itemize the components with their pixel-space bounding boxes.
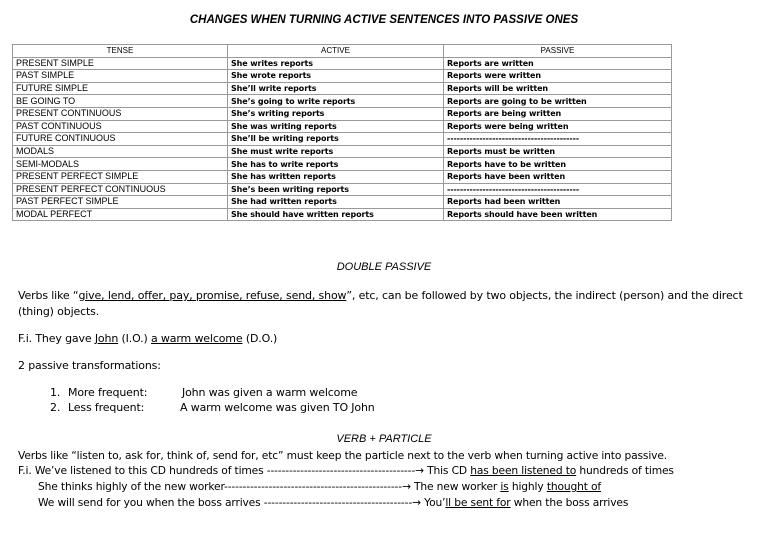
- particle-example-3: [38, 495, 628, 511]
- example-1-passive-post: hundreds of times: [576, 464, 674, 477]
- tense-cell: MODALS: [13, 145, 228, 158]
- example-3-passive-verb: ll be sent for: [445, 496, 511, 509]
- list-item-2-label: Less frequent:: [68, 401, 145, 414]
- tense-cell: FUTURE CONTINUOUS: [13, 133, 228, 146]
- passive-cell: -----------------------------------------: [444, 133, 672, 146]
- passive-cell: Reports were written: [444, 70, 672, 83]
- double-passive-example: [18, 331, 277, 347]
- tense-cell: PAST SIMPLE: [13, 70, 228, 83]
- passive-cell: -----------------------------------------: [444, 183, 672, 196]
- verbs-list: give, lend, offer, pay, promise, refuse, send, show: [78, 289, 347, 302]
- verbs-line-2: (thing) objects.: [18, 305, 100, 318]
- verbs-intro-text: Verbs like “: [18, 289, 79, 302]
- tense-cell: MODAL PERFECT: [13, 208, 228, 221]
- double-passive-paragraph: [18, 288, 753, 320]
- passive-cell: Reports will be written: [444, 82, 672, 95]
- active-cell: She wrote reports: [228, 70, 444, 83]
- passive-cell: Reports were being written: [444, 120, 672, 133]
- example-1-passive-verb: has been listened to: [470, 464, 577, 477]
- active-cell: She’s been writing reports: [228, 183, 444, 196]
- table-row: [13, 208, 672, 221]
- example-3-passive-pre: You’: [420, 496, 446, 509]
- verb-particle-intro: Verbs like “listen to, ask for, think of, send for, etc” must keep the particle next to the verb when turning active into passive.: [18, 449, 668, 462]
- table-header-row: [13, 45, 672, 58]
- active-cell: She was writing reports: [228, 120, 444, 133]
- tense-cell: BE GOING TO: [13, 95, 228, 108]
- passive-cell: Reports have been written: [444, 170, 672, 183]
- list-item-2-text: A warm welcome was given TO John: [180, 401, 375, 414]
- arrow-right-icon: →: [415, 464, 424, 477]
- example-prefix: F.i. They gave: [18, 332, 95, 345]
- list-item-1-text: John was given a warm welcome: [182, 386, 358, 399]
- table-row: [13, 145, 672, 158]
- header-tense: TENSE: [13, 45, 228, 58]
- passive-cell: Reports should have been written: [444, 208, 672, 221]
- table-row: [13, 183, 672, 196]
- active-cell: She has to write reports: [228, 158, 444, 171]
- active-cell: She writes reports: [228, 57, 444, 70]
- arrow-right-icon: →: [412, 496, 421, 509]
- table-row: [13, 107, 672, 120]
- example-2-passive-pre: The new worker: [410, 480, 501, 493]
- active-cell: She’s writing reports: [228, 107, 444, 120]
- example-2-passive-mid: highly: [508, 480, 547, 493]
- verb-particle-heading: VERB + PARTICLE: [336, 433, 432, 445]
- table-row: [13, 57, 672, 70]
- example-3-active: We will send for you when the boss arrives ----------------------------------------: [38, 496, 413, 509]
- particle-example-1: [18, 463, 674, 479]
- tense-cell: PRESENT SIMPLE: [13, 57, 228, 70]
- table-row: [13, 133, 672, 146]
- example-2-passive-verb: thought of: [546, 480, 602, 493]
- passive-cell: Reports have to be written: [444, 158, 672, 171]
- table-row: [13, 82, 672, 95]
- list-item-1-number: 1.: [50, 386, 61, 399]
- passive-cell: Reports are being written: [444, 107, 672, 120]
- header-active: ACTIVE: [228, 45, 444, 58]
- indirect-object-tag: (I.O.): [118, 332, 151, 345]
- table-row: [13, 170, 672, 183]
- active-cell: She has written reports: [228, 170, 444, 183]
- list-item-1-label: More frequent:: [68, 386, 148, 399]
- active-cell: She’s going to write reports: [228, 95, 444, 108]
- example-3-passive-post: when the boss arrives: [510, 496, 629, 509]
- tense-cell: SEMI-MODALS: [13, 158, 228, 171]
- verbs-tail-text: ”, etc, can be followed by two objects, the indirect (person) and the direct: [346, 289, 743, 302]
- active-cell: She’ll write reports: [228, 82, 444, 95]
- page-title: CHANGES WHEN TURNING ACTIVE SENTENCES INTO PASSIVE ONES: [189, 14, 579, 26]
- tense-cell: PRESENT CONTINUOUS: [13, 107, 228, 120]
- active-cell: She had written reports: [228, 196, 444, 209]
- example-2-active: She thinks highly of the new worker------------------------------------------------: [38, 480, 402, 493]
- passive-cell: Reports must be written: [444, 145, 672, 158]
- passive-cell: Reports had been written: [444, 196, 672, 209]
- tense-cell: PAST PERFECT SIMPLE: [13, 196, 228, 209]
- tense-cell: PAST CONTINUOUS: [13, 120, 228, 133]
- passive-cell: Reports are written: [444, 57, 672, 70]
- table-row: [13, 158, 672, 171]
- table-row: [13, 70, 672, 83]
- table-row: [13, 95, 672, 108]
- example-2-passive-aux: is: [500, 480, 509, 493]
- double-passive-heading: DOUBLE PASSIVE: [336, 261, 432, 273]
- active-cell: She should have written reports: [228, 208, 444, 221]
- example-1-passive-pre: This CD: [423, 464, 471, 477]
- arrow-right-icon: →: [401, 480, 411, 493]
- list-item-2-number: 2.: [50, 401, 61, 414]
- table-row: [13, 196, 672, 209]
- direct-object-tag: (D.O.): [242, 332, 278, 345]
- active-cell: She’ll be writing reports: [228, 133, 444, 146]
- passive-cell: Reports are going to be written: [444, 95, 672, 108]
- header-passive: PASSIVE: [444, 45, 672, 58]
- direct-object: a warm welcome: [150, 332, 243, 345]
- tense-cell: PRESENT PERFECT CONTINUOUS: [13, 183, 228, 196]
- active-cell: She must write reports: [228, 145, 444, 158]
- tense-cell: FUTURE SIMPLE: [13, 82, 228, 95]
- table-row: [13, 120, 672, 133]
- tense-cell: PRESENT PERFECT SIMPLE: [13, 170, 228, 183]
- particle-example-2: [38, 479, 601, 495]
- example-1-active: F.i. We’ve listened to this CD hundreds of times ----------------------------------------: [18, 464, 416, 477]
- indirect-object: John: [94, 332, 119, 345]
- passive-tenses-table: [12, 44, 672, 221]
- transformations-label: 2 passive transformations:: [18, 359, 161, 372]
